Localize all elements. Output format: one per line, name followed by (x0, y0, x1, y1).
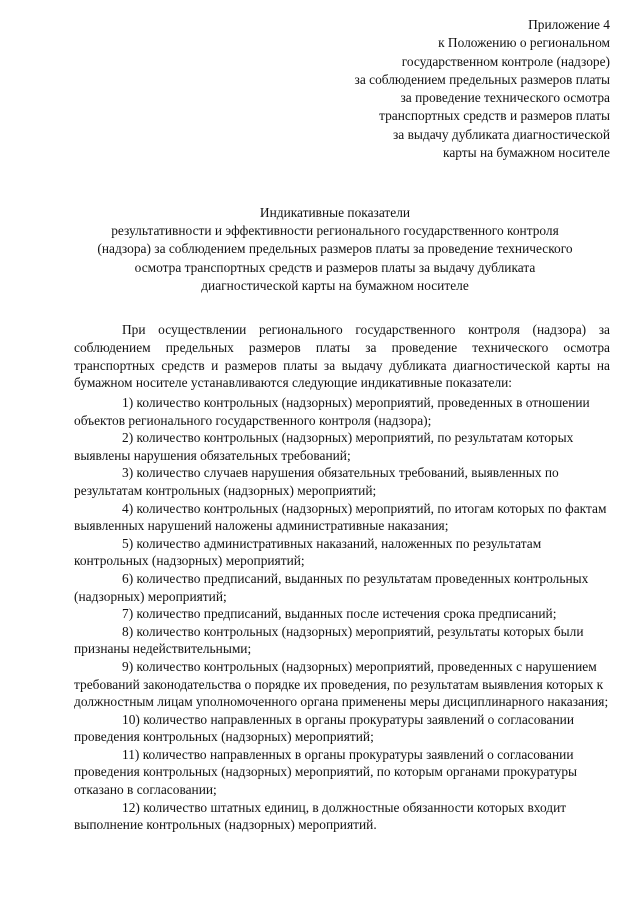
indicator-list (74, 394, 610, 834)
appendix-line: за проведение технического осмотра (400, 90, 610, 106)
list-item: 1) количество контрольных (надзорных) мероприятий, проведенных в отношении объектов регионального государственного контроля (надзора); (74, 395, 590, 428)
list-item: 2) количество контрольных (надзорных) мероприятий, по результатам которых выявлены нарушения обязательных требований; (74, 430, 574, 463)
title-line: (надзора) за соблюдением предельных размеров платы за проведение технического (97, 241, 573, 257)
appendix-line: к Положению о региональном (438, 35, 610, 51)
list-item: 3) количество случаев нарушения обязательных требований, выявленных по результатам контрольных (надзорных) мероприятий; (74, 465, 559, 498)
title-line: результативности и эффективности регионального государственного контроля (111, 223, 559, 239)
appendix-line: за соблюдением предельных размеров платы (354, 71, 610, 87)
appendix-line: карты на бумажном носителе (443, 145, 610, 161)
title-line: диагностической карты на бумажном носителе (201, 277, 469, 293)
list-item: 6) количество предписаний, выданных по результатам проведенных контрольных (надзорных) мероприятий; (74, 570, 589, 604)
appendix-line: транспортных средств и размеров платы (379, 108, 610, 124)
appendix-header (290, 16, 610, 162)
list-item: 8) количество контрольных (надзорных) мероприятий, результаты которых были признаны недействительными; (74, 623, 584, 657)
title-line: Индикативные показатели (259, 205, 411, 220)
list-item: 9) количество контрольных (надзорных) мероприятий, проведенных с нарушением требований законодательства о порядке их проведения, по результатам выявления которых к должностным лицам уполномоченного органа применены меры дисциплинарного наказания; (74, 658, 609, 710)
appendix-line: за выдачу дубликата диагностической (393, 126, 610, 142)
list-item: 10) количество направленных в органы прокуратуры заявлений о согласовании проведения контрольных (надзорных) мероприятий; (74, 711, 574, 745)
list-item: 4) количество контрольных (надзорных) мероприятий, по итогам которых по фактам выявленных нарушений наложены административные наказания; (74, 500, 607, 534)
list-item: 12) количество штатных единиц, в должностные обязанности которых входит выполнение контрольных (надзорных) мероприятий. (74, 799, 567, 833)
list-item: 7) количество предписаний, выданных после истечения срока предписаний; (122, 606, 557, 622)
list-item: 11) количество направленных в органы прокуратуры заявлений о согласовании проведения контрольных (надзорных) мероприятий, по которым органами прокуратуры отказано в согласовании; (74, 746, 578, 798)
appendix-line: государственном контроле (надзоре) (401, 53, 610, 69)
appendix-line: Приложение 4 (528, 17, 610, 32)
intro-paragraph: При осуществлении регионального государственного контроля (надзора) за соблюдением предельных размеров платы за проведение технического осмотра транспортных средств и размеров платы за выдачу дубликата диагностической карты на бумажном носителе устанавливаются следующие индикативные показатели: (74, 322, 610, 391)
title-line: осмотра транспортных средств и размеров платы за выдачу дубликата (134, 259, 536, 275)
list-item: 5) количество административных наказаний, наложенных по результатам контрольных (надзорных) мероприятий; (74, 535, 542, 569)
document-title (52, 204, 618, 295)
